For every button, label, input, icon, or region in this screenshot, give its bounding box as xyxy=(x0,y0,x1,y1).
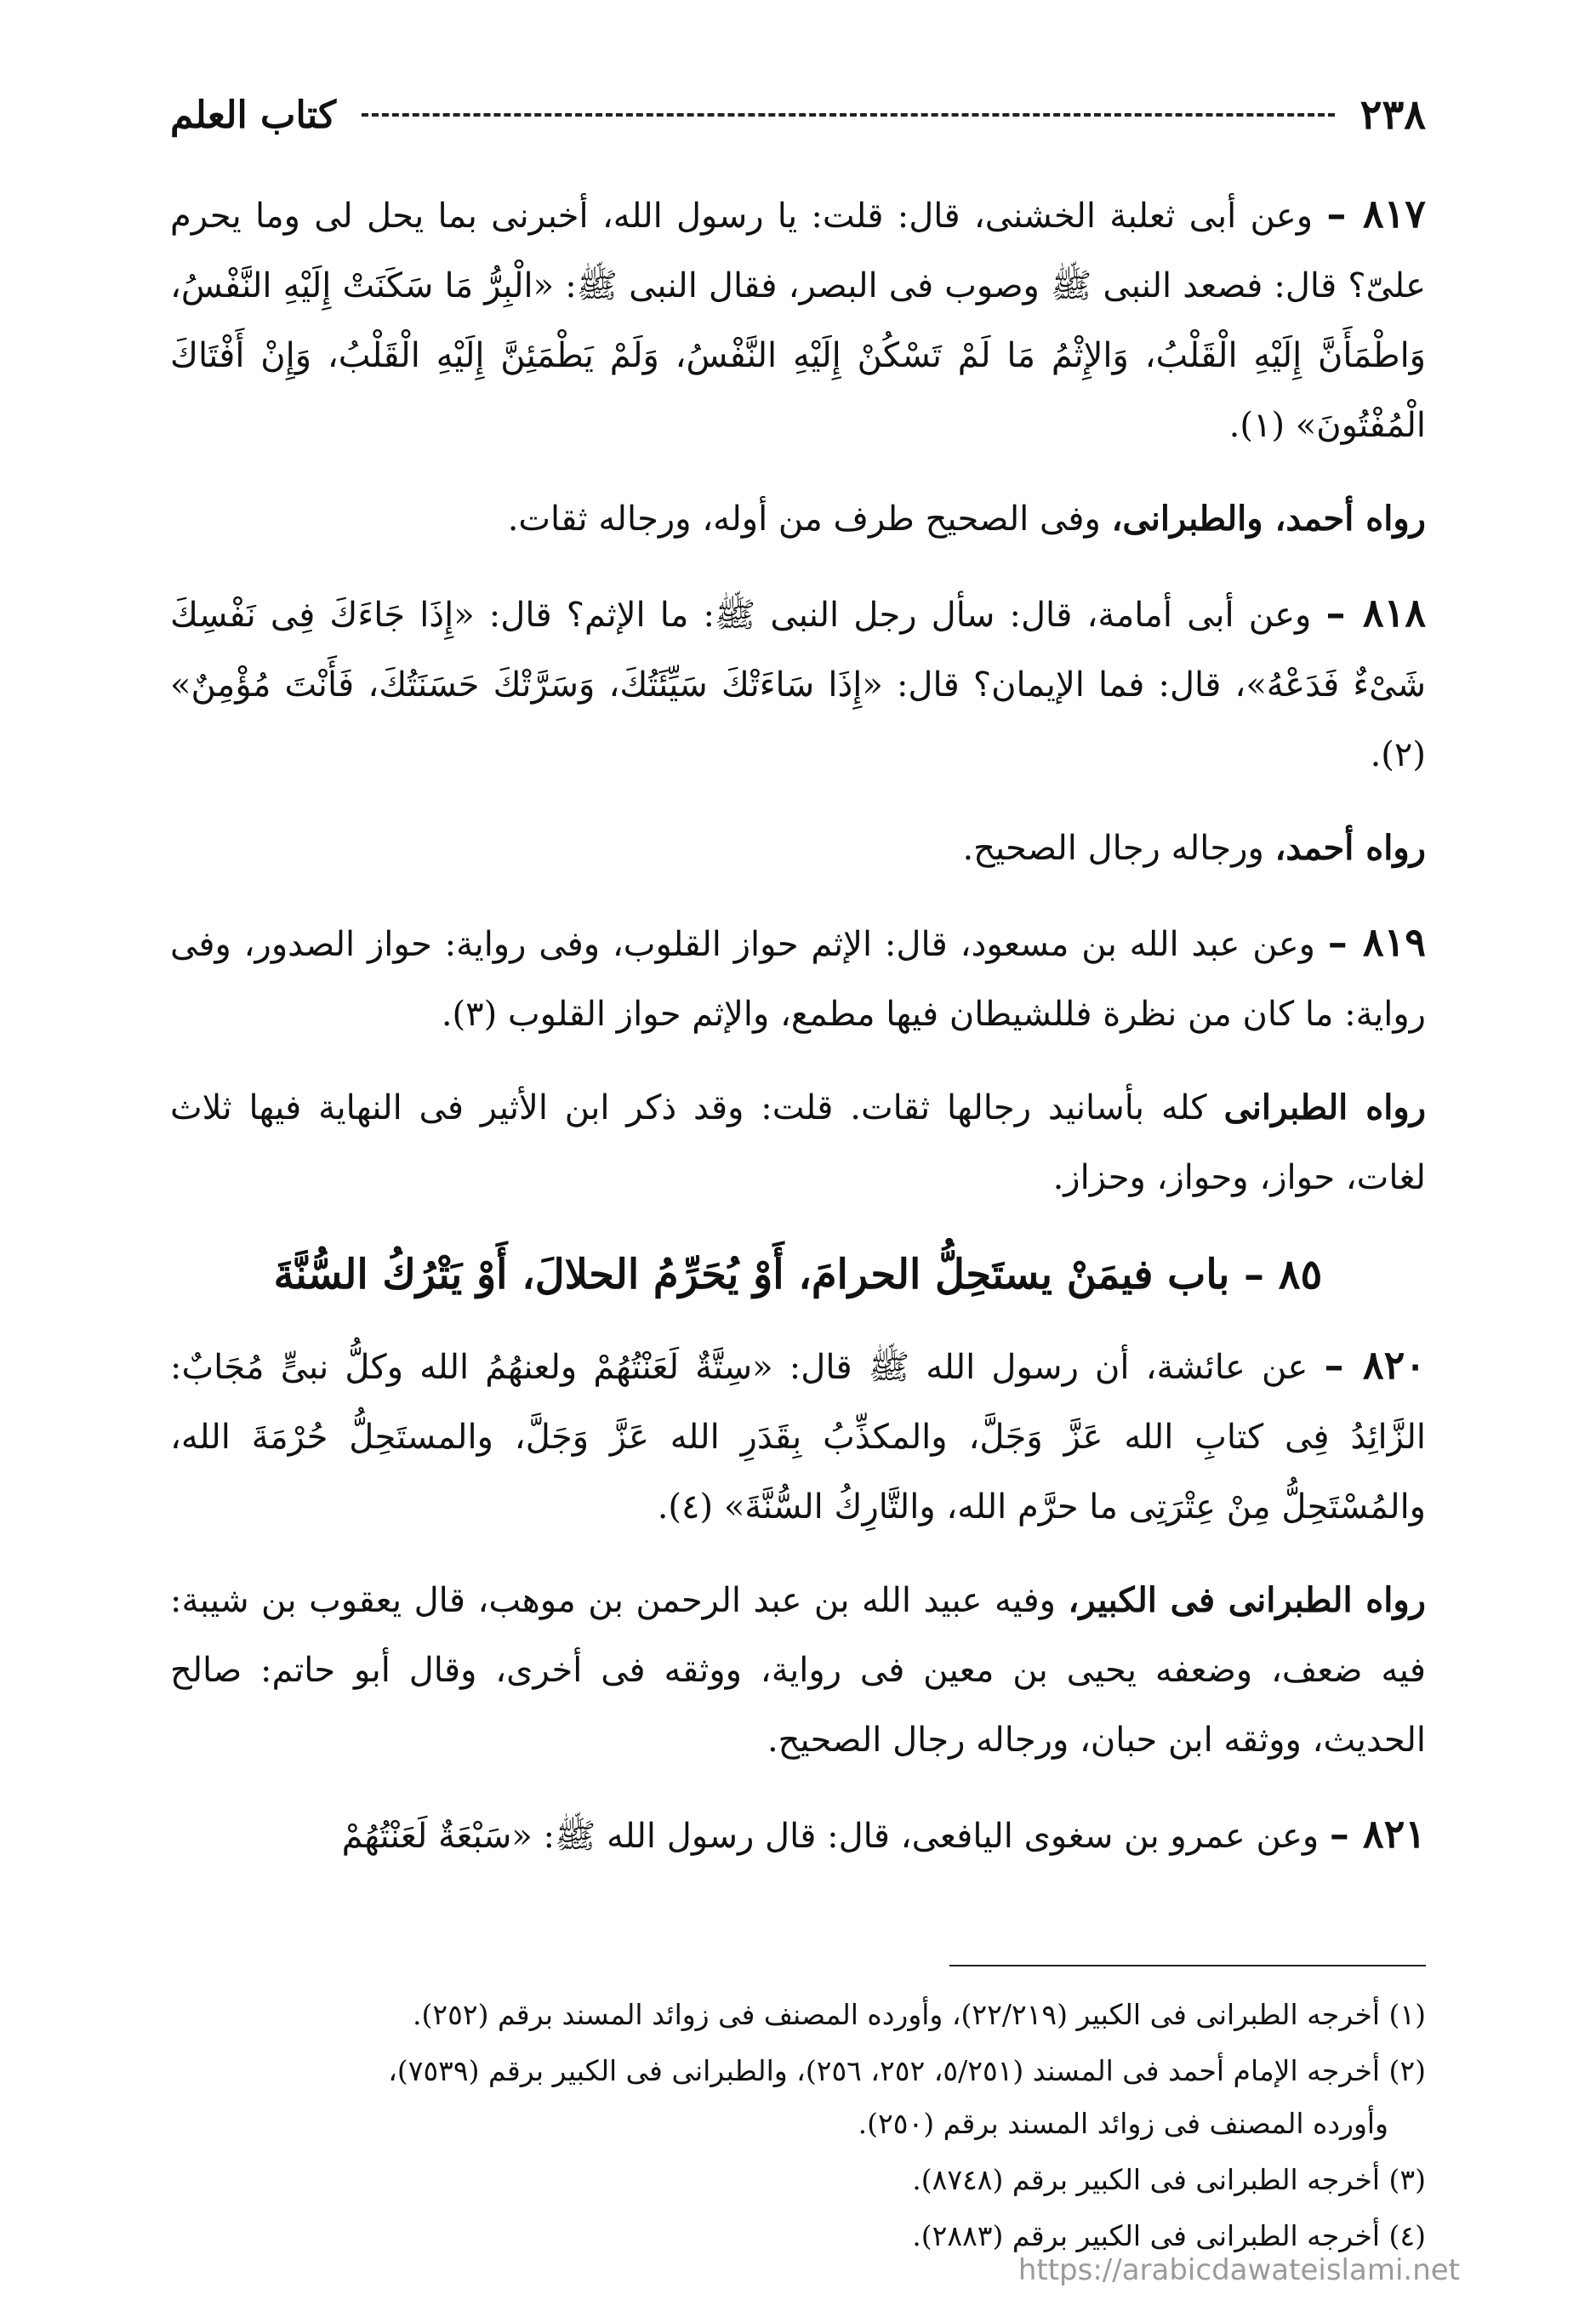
narrators: رواه الطبرانى فى الكبير، xyxy=(1068,1580,1427,1620)
watermark-url: https://arabicdawateislami.net xyxy=(1017,2253,1460,2287)
narration-note-819 xyxy=(170,1073,1426,1213)
narration-text: كله بأسانيد رجالها ثقات. قلت: وقد ذكر ابن الأثير فى النهاية فيها ثلاث لغات، حواز، وحواز، وحزاز. xyxy=(170,1088,1426,1197)
hadith-821 xyxy=(170,1799,1426,1871)
hadith-text: وعن عبد الله بن مسعود، قال: الإثم حواز القلوب، وفى رواية: حواز الصدور، وفى رواية: ما كان من نظرة فللشيطان فيها مطمع، والإثم حواز القلوب (٣). xyxy=(170,925,1426,1034)
footnote-2 xyxy=(170,2045,1426,2150)
footnote-line: وأورده المصنف فى زوائد المسند برقم (٢٥٠). xyxy=(858,2107,1388,2140)
footnotes xyxy=(170,1989,1426,2263)
hadith-number: ٨١٨ – xyxy=(1325,590,1427,636)
book-title: كتاب العلم xyxy=(170,93,337,137)
footnote-line: (٣) أخرجه الطبرانى فى الكبير برقم (٨٧٤٨). xyxy=(912,2163,1426,2196)
hadith-number: ٨١٧ – xyxy=(1326,191,1427,237)
footnote-3 xyxy=(170,2154,1426,2206)
footnote-divider xyxy=(949,1965,1426,1966)
footnote-line: (٢) أخرجه الإمام أحمد فى المسند (٥/٢٥١، ٢٥٢، ٢٥٦)، والطبرانى فى الكبير برقم (٧٥٣٩)، xyxy=(388,2054,1426,2087)
hadith-text: عن عائشة، أن رسول الله ﷺ قال: «سِتَّةٌ لَعَنْتُهُمْ ولعنهُمُ الله وكلُّ نبىٍّ مُجَابٌ: الزَّائِدُ فِى كتابِ الله عَزَّ وَجَلَّ، والمكذِّبُ بِقَدَرِ الله عَزَّ وَجَلَّ، والمستَحِلُّ حُرْمَةَ الله، والمُسْتَحِلُّ مِنْ عِتْرَتِى ما حرَّم الله، والتَّارِكُ السُّنَّةَ» (٤). xyxy=(170,1348,1426,1527)
footnote-1 xyxy=(170,1989,1426,2041)
narrators: رواه أحمد، xyxy=(1274,828,1426,868)
page-number: ٢٣٨ xyxy=(1359,91,1426,139)
footnote-line: (٤) أخرجه الطبرانى فى الكبير برقم (٢٨٨٣). xyxy=(912,2219,1426,2252)
hadith-number: ٨١٩ – xyxy=(1327,919,1427,965)
hadith-number: ٨٢١ – xyxy=(1329,1811,1426,1857)
narrators: رواه الطبرانى xyxy=(1223,1087,1427,1127)
page-header xyxy=(170,85,1426,145)
narration-text: وفى الصحيح طرف من أوله، ورجاله ثقات. xyxy=(507,499,1101,539)
narrators: رواه أحمد، والطبرانى، xyxy=(1111,499,1426,539)
hadith-819 xyxy=(170,907,1426,1049)
narration-note-820 xyxy=(170,1566,1426,1775)
hadith-text: وعن أبى أمامة، قال: سأل رجل النبى ﷺ: ما الإثم؟ قال: «إِذَا جَاءَكَ فِى نَفْسِكَ شَىْءٌ فَدَعْهُ»، قال: فما الإيمان؟ قال: «إِذَا سَاءَتْكَ سَيِّئَتُكَ، وَسَرَّتْكَ حَسَنَتُكَ، فَأَنْتَ مُؤْمِنٌ» (٢). xyxy=(170,596,1426,774)
hadith-number: ٨٢٠ – xyxy=(1324,1342,1427,1388)
chapter-heading: ٨٥ – باب فيمَنْ يستَحِلُّ الحرامَ، أَوْ يُحَرِّمُ الحلالَ، أَوْ يَتْرُكُ السُّنَّةَ xyxy=(273,1251,1323,1298)
hadith-text: وعن أبى ثعلبة الخشنى، قال: قلت: يا رسول الله، أخبرنى بما يحل لى وما يحرم علىّ؟ قال: فصعد النبى ﷺ وصوب فى البصر، فقال النبى ﷺ: «الْبِرُّ مَا سَكَنَتْ إِلَيْهِ النَّفْسُ، وَاطْمَأَنَّ إِلَيْهِ الْقَلْبُ، وَالإِثْمُ مَا لَمْ تَسْكُنْ إِلَيْهِ النَّفْسُ، وَلَمْ يَطْمَئِنَّ إِلَيْهِ الْقَلْبُ، وَإِنْ أَفْتَاكَ الْمُفْتُونَ» (١). xyxy=(170,197,1426,445)
hadith-820 xyxy=(170,1330,1426,1542)
hadith-818 xyxy=(170,578,1426,790)
narration-note-817 xyxy=(170,484,1426,554)
narration-text: وفيه عبيد الله بن عبد الرحمن بن موهب، قال يعقوب بن شيبة: فيه ضعف، وضعفه يحيى بن معين فى رواية، ووثقه فى أخرى، وقال أبو حاتم: صالح الحديث، ووثقه ابن حبان، ورجاله رجال الصحيح. xyxy=(170,1581,1426,1760)
narration-text: ورجاله رجال الصحيح. xyxy=(962,829,1264,868)
footnote-line: (١) أخرجه الطبرانى فى الكبير (٢٢/٢١٩)، وأورده المصنف فى زوائد المسند برقم (٢٥٢). xyxy=(413,1998,1426,2031)
hadith-text: وعن عمرو بن سغوى اليافعى، قال: قال رسول الله ﷺ: «سَبْعَةٌ لَعَنْتُهُمْ xyxy=(341,1817,1320,1856)
narration-note-818 xyxy=(170,813,1426,883)
hadith-817 xyxy=(170,179,1426,460)
header-dashed-rule xyxy=(362,113,1335,117)
